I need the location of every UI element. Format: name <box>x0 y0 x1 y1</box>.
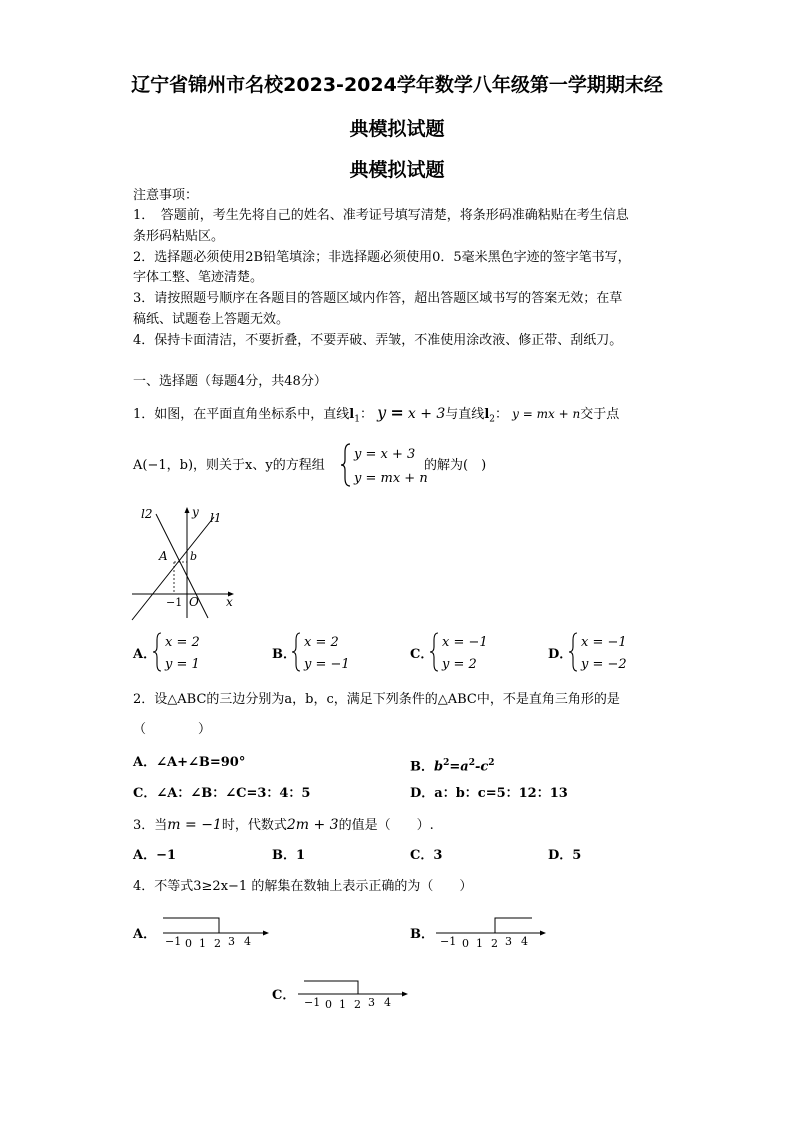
q2-b-minus: -c <box>474 759 489 775</box>
notice-item-1a: 1． 答题前，考生先将自己的姓名、准考证号填写清楚，将条形码准确粘贴在考生信息 <box>133 208 629 223</box>
tick-0: 0 <box>325 998 332 1011</box>
tick--1: −1 <box>165 935 182 948</box>
brace <box>569 633 577 671</box>
q1-text-3: 交于点 <box>580 407 620 422</box>
q1-text-1: 1．如图，在平面直角坐标系中，直线 <box>133 407 350 422</box>
q3-math-2: 2m + 3 <box>286 817 339 833</box>
label-l2: l2 <box>141 507 153 521</box>
axis-arrow <box>263 931 269 936</box>
doc-title-line3: 典模拟试题 <box>349 159 445 181</box>
q1-eq1-y: y <box>377 403 387 422</box>
q2-option-a: A．∠A+∠B=90° <box>133 755 246 770</box>
q2-b-sup3: 2 <box>488 758 495 768</box>
q2-b-b: b <box>434 759 444 775</box>
q1-option-a <box>152 630 227 674</box>
q4-option-b-label: B． <box>410 927 434 942</box>
q1-text-2: 与直线 <box>445 407 485 422</box>
q3-option-a: A．−1 <box>133 848 177 863</box>
tick-4: 4 <box>244 935 251 948</box>
label-A: A <box>159 549 168 563</box>
q1-line2-label: l <box>484 407 490 422</box>
doc-title-line1: 辽宁省锦州市名校2023-2024学年数学八年级第一学期期末经 <box>131 74 663 96</box>
tick-labels <box>165 935 251 950</box>
label-y: y <box>192 505 199 519</box>
q4-option-a-label: A． <box>133 927 157 942</box>
q1-option-d <box>568 630 653 674</box>
q1-eq1-eq: = <box>390 403 404 422</box>
solution-bracket <box>495 918 532 933</box>
q3-text-3: 的值是（ ）. <box>338 818 434 833</box>
q1-option-c-label: C． <box>410 647 434 662</box>
tick-4: 4 <box>521 935 528 948</box>
q1-eq1-rhs: x + 3 <box>407 406 446 422</box>
q1-option-c <box>429 630 509 674</box>
q1-d-line2: y = −2 <box>581 657 627 672</box>
notice-item-1b: 条形码粘贴区。 <box>133 229 225 244</box>
q1-colon-2: ： <box>495 407 509 422</box>
q3-math-1: m = −1 <box>167 817 222 833</box>
q1-system <box>340 440 430 490</box>
q2-b-eq: =a <box>449 759 469 775</box>
notice-item-2a: 2．选择题必须使用2B铅笔填涂；非选择题必须使用0．5毫米黑色字迹的签字笔书写， <box>133 250 631 265</box>
axis-arrow <box>540 931 546 936</box>
q3-option-c: C．3 <box>410 848 443 863</box>
q1-line1-label: l <box>349 407 355 422</box>
q1-a-line1: x = 2 <box>165 635 200 650</box>
tick-0: 0 <box>462 937 469 950</box>
notice-item-3a: 3．请按照题号顺序在各题目的答题区域内作答，超出答题区域书写的答案无效；在草 <box>133 291 623 306</box>
q1-c-line2: y = 2 <box>442 657 477 672</box>
q1-system-brace <box>341 444 350 486</box>
tick-1: 1 <box>199 937 206 950</box>
q1-option-b <box>291 630 371 674</box>
q1-system-line2: y = mx + n <box>354 471 428 486</box>
q2-option-d: D．a：b：c=5：12：13 <box>410 786 568 801</box>
doc-title-line2: 典模拟试题 <box>349 118 445 140</box>
q2-b-label: B． <box>410 759 434 775</box>
tick-3: 3 <box>505 935 512 948</box>
q1-b-line1: x = 2 <box>304 635 339 650</box>
q2-b-sup1: 2 <box>443 758 450 768</box>
q1-system-line1: y = x + 3 <box>354 447 416 462</box>
q4-option-c-label: C． <box>272 988 296 1003</box>
q3-text-1: 3．当 <box>133 818 168 833</box>
axis-arrow <box>402 992 408 997</box>
tick-2: 2 <box>491 937 498 950</box>
label-l1: l1 <box>210 511 222 525</box>
q3-option-d: D．5 <box>548 848 582 863</box>
tick--1: −1 <box>304 996 321 1009</box>
tick-3: 3 <box>228 935 235 948</box>
label-b: b <box>190 550 198 563</box>
tick-4: 4 <box>384 996 391 1009</box>
q2-option-c: C．∠A：∠B：∠C=3：4：5 <box>133 786 311 801</box>
q1-stem-line1 <box>133 403 619 430</box>
notice-heading: 注意事项： <box>133 188 199 203</box>
brace <box>153 633 161 671</box>
section-heading: 一、选择题（每题4分，共48分） <box>133 374 327 389</box>
label-x: x <box>226 595 233 609</box>
notice-item-3b: 稿纸、试题卷上答题无效。 <box>133 312 290 327</box>
q1-line1-sub: 1 <box>354 414 360 425</box>
q1-line2-sub: 2 <box>489 414 495 425</box>
q1-c-line1: x = −1 <box>442 635 488 650</box>
q1-option-b-label: B． <box>272 647 296 662</box>
q4-stem: 4．不等式3≥2x−1 的解集在数轴上表示正确的为（ ） <box>133 879 473 894</box>
solution-bracket <box>163 918 219 933</box>
brace <box>430 633 438 671</box>
label-neg1: −1 <box>166 596 183 609</box>
solution-bracket <box>304 981 358 994</box>
tick-1: 1 <box>339 998 346 1011</box>
q1-option-a-label: A． <box>133 647 157 662</box>
q2-stem: 2．设△ABC的三边分别为a，b，c，满足下列条件的△ABC中，不是直角三角形的是 <box>133 692 620 707</box>
notice-item-2b: 字体工整、笔迹清楚。 <box>133 270 264 285</box>
tick-labels <box>440 935 528 950</box>
q2-stem-paren: （ ） <box>133 722 212 737</box>
tick--1: −1 <box>440 935 457 948</box>
q2-option-b <box>410 753 495 777</box>
q1-figure <box>128 500 243 622</box>
q1-eq2: y = mx + n <box>512 407 581 421</box>
y-axis-arrow <box>185 507 190 513</box>
label-O: O <box>189 595 199 609</box>
q4-option-a-numberline <box>155 910 275 950</box>
q1-b-line2: y = −1 <box>304 657 350 672</box>
tick-1: 1 <box>476 937 483 950</box>
tick-0: 0 <box>185 937 192 950</box>
q1-option-d-label: D． <box>548 647 573 662</box>
q1-stem-line2: A(−1，b)，则关于x、y的方程组 <box>133 458 325 473</box>
q4-option-b-numberline <box>432 910 552 950</box>
brace <box>292 633 300 671</box>
q3-text-2: 时，代数式 <box>221 818 287 833</box>
q3-option-b: B．1 <box>272 848 306 863</box>
q1-colon-1: ： <box>359 407 373 422</box>
q2-b-sup2: 2 <box>468 758 475 768</box>
q1-stem-end: 的解为( ) <box>424 458 487 473</box>
q1-d-line1: x = −1 <box>581 635 627 650</box>
tick-3: 3 <box>368 996 375 1009</box>
q4-option-c-numberline <box>294 971 414 1011</box>
tick-2: 2 <box>354 998 361 1011</box>
q1-a-line2: y = 1 <box>165 657 200 672</box>
notice-item-4: 4．保持卡面清洁，不要折叠，不要弄破、弄皱，不准使用涂改液、修正带、刮纸刀。 <box>133 333 623 348</box>
tick-2: 2 <box>214 937 221 950</box>
q3-stem <box>133 815 434 836</box>
tick-labels <box>304 996 391 1011</box>
